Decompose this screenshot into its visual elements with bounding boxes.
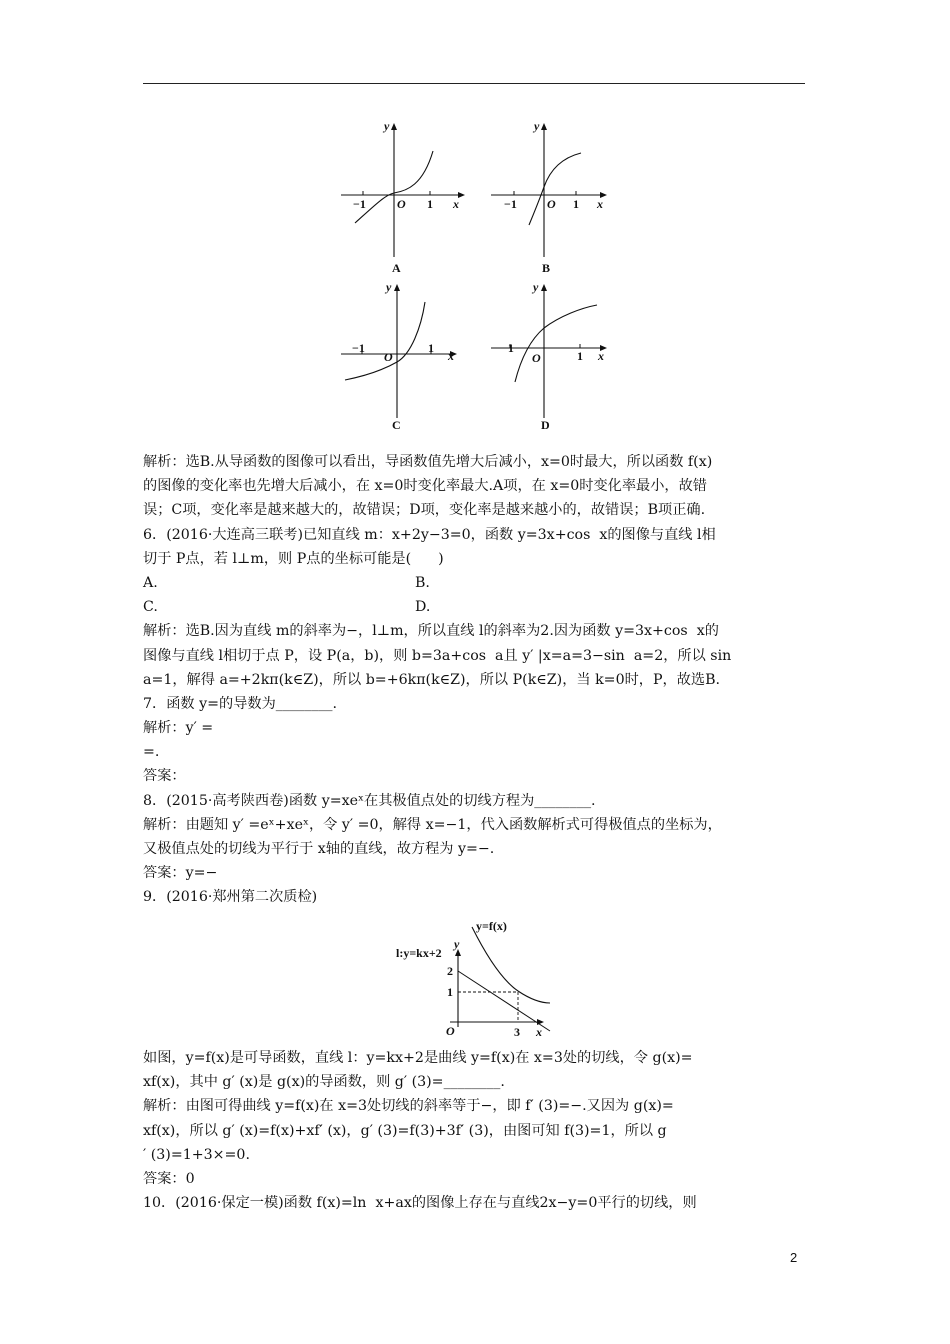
text-line: 误；C项，变化率是越来越大的，故错误；D项，变化率是越来越小的，故错误；B项正确. — [143, 502, 706, 519]
option-label-c: C — [392, 418, 401, 432]
text-line: 图像与直线 l相切于点 P，设 P(a，b)，则 b=3a+cos a且 y′ |x=a=3−sin a=2，所以 sin — [143, 647, 732, 664]
text-line: 如图，y=f(x)是可导函数，直线 l：y=kx+2是曲线 y=f(x)在 x=3处的切线，令 g(x)= — [143, 1050, 693, 1066]
svg-text:1: 1 — [577, 349, 583, 363]
option-label-d: D — [541, 418, 550, 432]
svg-text:x: x — [598, 349, 604, 363]
option-b: B. — [415, 574, 430, 591]
svg-text:x: x — [448, 349, 454, 363]
svg-text:O: O — [547, 197, 556, 211]
svg-text:1: 1 — [573, 197, 579, 211]
svg-text:y: y — [386, 280, 392, 294]
option-c: C. — [143, 599, 158, 616]
graph-question-9 — [390, 915, 570, 1045]
graph-a — [335, 115, 475, 280]
svg-text:1: 1 — [427, 197, 433, 211]
tangent-line-label: l:y=kx+2 — [396, 946, 442, 960]
y-axis-label: y — [384, 119, 390, 133]
svg-text:x: x — [536, 1025, 542, 1039]
svg-text:y: y — [454, 937, 460, 951]
svg-text:O: O — [532, 351, 541, 365]
page-number: 2 — [790, 1250, 798, 1265]
text-line: xf(x)，所以 g′ (x)=f(x)+xf′ (x)，g′ (3)=f(3)+3f′ (3)，由图可知 f(3)=1，所以 g — [143, 1122, 667, 1139]
text-line: xf(x)，其中 g′ (x)是 g(x)的导函数，则 g′ (3)=________. — [143, 1074, 505, 1091]
text-block-top — [143, 450, 813, 910]
svg-text:−1: −1 — [353, 197, 366, 211]
text-line: 解析：选B.从导函数的图像可以看出，导函数值先增大后减小，x=0时最大，所以函数 f(x) — [143, 454, 713, 470]
text-line: 7．函数 y=的导数为________. — [143, 695, 338, 712]
text-line: a=1，解得 a=+2kπ(k∈Z)，所以 b=+6kπ(k∈Z)，所以 P(k∈Z)，当 k=0时，P，故选B. — [143, 671, 721, 688]
svg-text:2: 2 — [447, 964, 453, 978]
text-block-bottom — [143, 1046, 813, 1215]
option-d: D. — [415, 599, 431, 616]
svg-text:−1: −1 — [501, 341, 514, 355]
text-line: 答案：y=− — [143, 865, 218, 882]
text-line: 的图像的变化率也先增大后减小，在 x=0时变化率最大.A项，在 x=0时变化率最小，故错 — [143, 478, 707, 495]
option-a: A. — [143, 574, 158, 591]
svg-text:1: 1 — [447, 985, 453, 999]
text-line: ′ (3)=1+3×=0. — [143, 1146, 250, 1163]
text-line: 又极值点处的切线为平行于 x轴的直线，故方程为 y=−. — [143, 841, 495, 857]
svg-text:3: 3 — [514, 1025, 520, 1039]
svg-text:y: y — [534, 119, 540, 133]
origin-label: O — [397, 197, 406, 211]
svg-text:O: O — [446, 1024, 455, 1038]
text-line: 解析：选B.因为直线 m的斜率为−，l⊥m，所以直线 l的斜率为2.因为函数 y=3x+cos x的 — [143, 623, 719, 640]
text-line: 8．(2015·高考陕西卷)函数 y=xeˣ在其极值点处的切线方程为________. — [143, 792, 596, 809]
graph-c — [335, 278, 475, 438]
graph-b — [485, 115, 625, 280]
text-line: 10．(2016·保定一模)函数 f(x)=ln x+ax的图像上存在与直线2x−y=0平行的切线，则 — [143, 1195, 697, 1212]
header-rule — [143, 83, 805, 84]
text-line: 9．(2016·郑州第二次质检) — [143, 889, 318, 906]
svg-text:1: 1 — [428, 341, 434, 355]
svg-text:x: x — [597, 197, 603, 211]
x-axis-label: x — [453, 197, 459, 211]
svg-text:y: y — [533, 280, 539, 294]
text-line: 解析：由题知 y′ =eˣ+xeˣ，令 y′ =0，解得 x=−1，代入函数解析式可得极值点的坐标为， — [143, 816, 722, 833]
option-label-a: A — [392, 261, 401, 275]
svg-text:−1: −1 — [352, 341, 365, 355]
svg-text:−1: −1 — [504, 197, 517, 211]
text-line: 解析：由图可得曲线 y=f(x)在 x=3处切线的斜率等于−，即 f′ (3)=−.又因为 g(x)= — [143, 1098, 674, 1115]
text-line: 答案：0 — [143, 1170, 195, 1187]
text-line: 解析：y′ = — [143, 720, 214, 737]
text-line: =. — [143, 744, 160, 761]
option-label-b: B — [542, 261, 551, 275]
text-line: 答案： — [143, 768, 186, 785]
svg-text:O: O — [384, 350, 393, 364]
text-line: 切于 P点，若 l⊥m，则 P点的坐标可能是( ) — [143, 550, 444, 567]
curve-label: y=f(x) — [476, 919, 507, 933]
text-line: 6．(2016·大连高三联考)已知直线 m：x+2y−3=0，函数 y=3x+cos x的图像与直线 l相 — [143, 526, 716, 543]
graph-d — [485, 278, 625, 438]
